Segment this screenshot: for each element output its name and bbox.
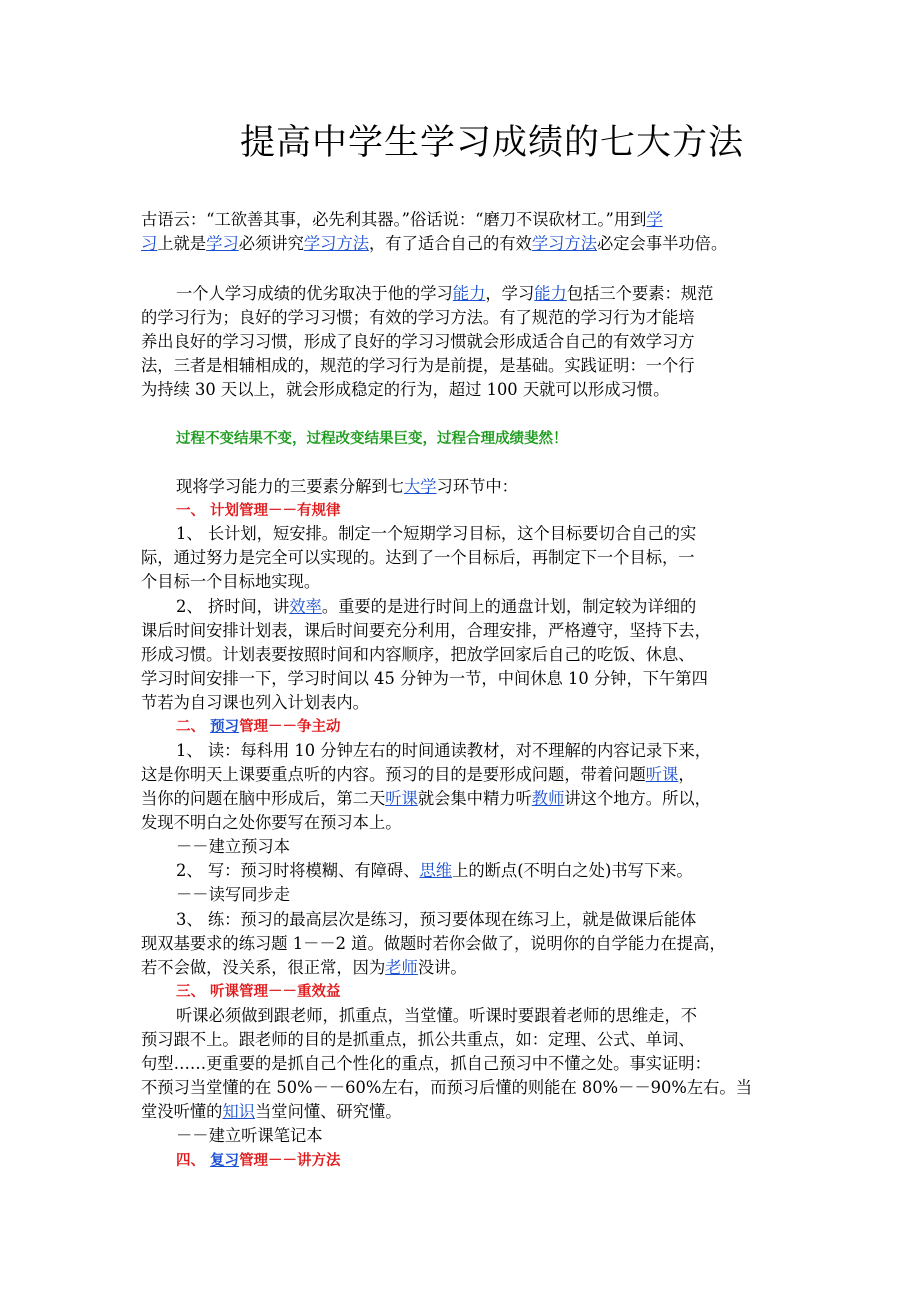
- paragraph-line: 节若为自习课也列入计划表内。: [141, 693, 369, 712]
- link-zhishi[interactable]: 知识: [222, 1102, 255, 1121]
- link-xuexi[interactable]: 习: [141, 234, 158, 253]
- link-xuexi[interactable]: 学: [646, 210, 663, 229]
- paragraph-line: 养出良好的学习习惯，形成了良好的学习习惯就会形成适合自己的有效学习方: [141, 332, 695, 351]
- paragraph-line: [176, 282, 713, 306]
- paragraph-line: －－建立听课笔记本: [176, 1126, 323, 1145]
- paragraph-line: 3、 练：预习的最高层次是练习，预习要体现在练习上，就是做课后能体: [176, 910, 697, 929]
- text-run: 上就是: [157, 234, 207, 253]
- paragraph-line: 现双基要求的练习题 1－－2 道。做题时若你会做了，说明你的自学能力在提高，: [141, 934, 726, 953]
- text-run: 讲这个地方。所以，: [564, 789, 711, 808]
- link-jiaoshi[interactable]: 教师: [531, 789, 565, 808]
- text-run: ，学习: [485, 284, 535, 303]
- paragraph-line: －－读写同步走: [176, 885, 290, 904]
- text-run: 习环节中：: [436, 477, 518, 496]
- text-run: 就会集中精力听: [417, 789, 532, 808]
- text-run: 管理－－讲方法: [239, 1153, 341, 1169]
- paragraph-line: －－建立预习本: [176, 837, 290, 856]
- paragraph-line: [141, 232, 727, 256]
- paragraph-line: 学习时间安排一下，学习时间以 45 分钟为一节，中间休息 10 分钟，下午第四: [141, 669, 708, 688]
- link-laoshi[interactable]: 老师: [385, 958, 418, 977]
- link-xuexi-fangfa[interactable]: 学习方法: [303, 234, 370, 253]
- section-heading-4: [176, 1149, 341, 1173]
- text-run: 。重要的是进行时间上的通盘计划，制定较为详细的: [321, 597, 697, 616]
- section-heading-1: 一、 计划管理－－有规律: [176, 503, 341, 519]
- text-run: ，: [678, 765, 695, 784]
- text-run: 必定会事半功倍。: [596, 234, 728, 253]
- text-run: 一个人学习成绩的优劣取决于他的学习: [176, 284, 453, 303]
- text-run: 当你的问题在脑中形成后，第二天: [141, 789, 386, 808]
- paragraph-line: [141, 763, 695, 787]
- link-daxue[interactable]: 大学: [403, 477, 437, 496]
- text-run: 当堂问懂、研究懂。: [255, 1102, 402, 1121]
- link-xuexi-fangfa[interactable]: 学习方法: [531, 234, 597, 253]
- paragraph-line: 1、 长计划，短安排。制定一个短期学习目标，这个目标要切合自己的实: [176, 524, 697, 543]
- slogan: 过程不变结果不变，过程改变结果巨变，过程合理成绩斐然！: [176, 431, 568, 447]
- text-run: ，有了适合自己的有效: [369, 234, 532, 253]
- document-title: 提高中学生学习成绩的七大方法: [240, 123, 745, 163]
- link-siwei[interactable]: 思维: [419, 861, 453, 880]
- link-xiaolv[interactable]: 效率: [289, 597, 322, 616]
- paragraph-line: 际，通过努力是完全可以实现的。达到了一个目标后，再制定下一个目标，一: [141, 548, 695, 567]
- paragraph-line: 句型……更重要的是抓自己个性化的重点，抓自己预习中不懂之处。事实证明：: [141, 1054, 711, 1073]
- text-run: 堂没听懂的: [141, 1102, 223, 1121]
- text-run: 2、 写：预习时将模糊、有障碍、: [176, 861, 420, 880]
- text-run: 管理－－争主动: [239, 719, 341, 735]
- link-yuxi[interactable]: 预习: [210, 719, 240, 735]
- paragraph-line: [176, 595, 696, 619]
- paragraph-line: 1、 读：每科用 10 分钟左右的时间通读教材，对不理解的内容记录下来，: [176, 741, 712, 760]
- paragraph-line: [176, 475, 518, 499]
- link-xuexi[interactable]: 学习: [206, 234, 239, 253]
- link-nengli[interactable]: 能力: [534, 284, 567, 303]
- paragraph-line: 为持续 30 天以上，就会形成稳定的行为，超过 100 天就可以形成习惯。: [141, 380, 670, 399]
- paragraph-line: 听课必须做到跟老师，抓重点，当堂懂。听课时要跟着老师的思维走，不: [176, 1006, 698, 1025]
- text-run: 上的断点(不明白之处)书写下来。: [452, 861, 693, 880]
- paragraph-line: 课后时间安排计划表，课后时间要充分利用，合理安排，严格遵守，坚持下去，: [141, 621, 711, 640]
- link-tingke[interactable]: 听课: [385, 789, 418, 808]
- link-nengli[interactable]: 能力: [452, 284, 486, 303]
- paragraph-line: [141, 956, 467, 980]
- text-run: 2、 挤时间，讲: [176, 597, 290, 616]
- text-run: 若不会做，没关系，很正常，因为: [141, 958, 386, 977]
- section-heading-3: 三、 听课管理－－重效益: [176, 984, 341, 1000]
- paragraph-line: 个目标一个目标地实现。: [141, 572, 321, 591]
- link-tingke[interactable]: 听课: [645, 765, 679, 784]
- paragraph-line: 发现不明白之处你要写在预习本上。: [141, 813, 402, 832]
- paragraph-line: [176, 859, 693, 883]
- text-run: 现将学习能力的三要素分解到七: [176, 477, 404, 496]
- text-run: 古语云：“工欲善其事，必先利其器。”俗话说：“磨刀不误砍材工。”用到: [141, 210, 647, 229]
- paragraph-line: [141, 208, 663, 232]
- section-heading-2: [176, 715, 341, 739]
- paragraph-line: [141, 787, 711, 811]
- text-run: 这是你明天上课要重点听的内容。预习的目的是要形成问题，带着问题: [141, 765, 646, 784]
- text-run: 四、: [176, 1153, 211, 1169]
- paragraph-line: 预习跟不上。跟老师的目的是抓重点，抓公共重点，如：定理、公式、单词、: [141, 1030, 695, 1049]
- paragraph-line: 不预习当堂懂的在 50%－－60%左右，而预习后懂的则能在 80%－－90%左右。当: [141, 1078, 752, 1097]
- paragraph-line: [141, 1100, 402, 1124]
- paragraph-line: 的学习行为；良好的学习习惯；有效的学习方法。有了规范的学习行为才能培: [141, 308, 695, 327]
- text-run: 二、: [176, 719, 211, 735]
- text-run: 没讲。: [417, 958, 467, 977]
- link-fuxi[interactable]: 复习: [210, 1153, 240, 1169]
- paragraph-line: 形成习惯。计划表要按照时间和内容顺序，把放学回家后自己的吃饭、休息、: [141, 645, 695, 664]
- text-run: 包括三个要素：规范: [566, 284, 714, 303]
- paragraph-line: 法，三者是相辅相成的，规范的学习行为是前提，是基础。实践证明：一个行: [141, 356, 695, 375]
- text-run: 必须讲究: [238, 234, 304, 253]
